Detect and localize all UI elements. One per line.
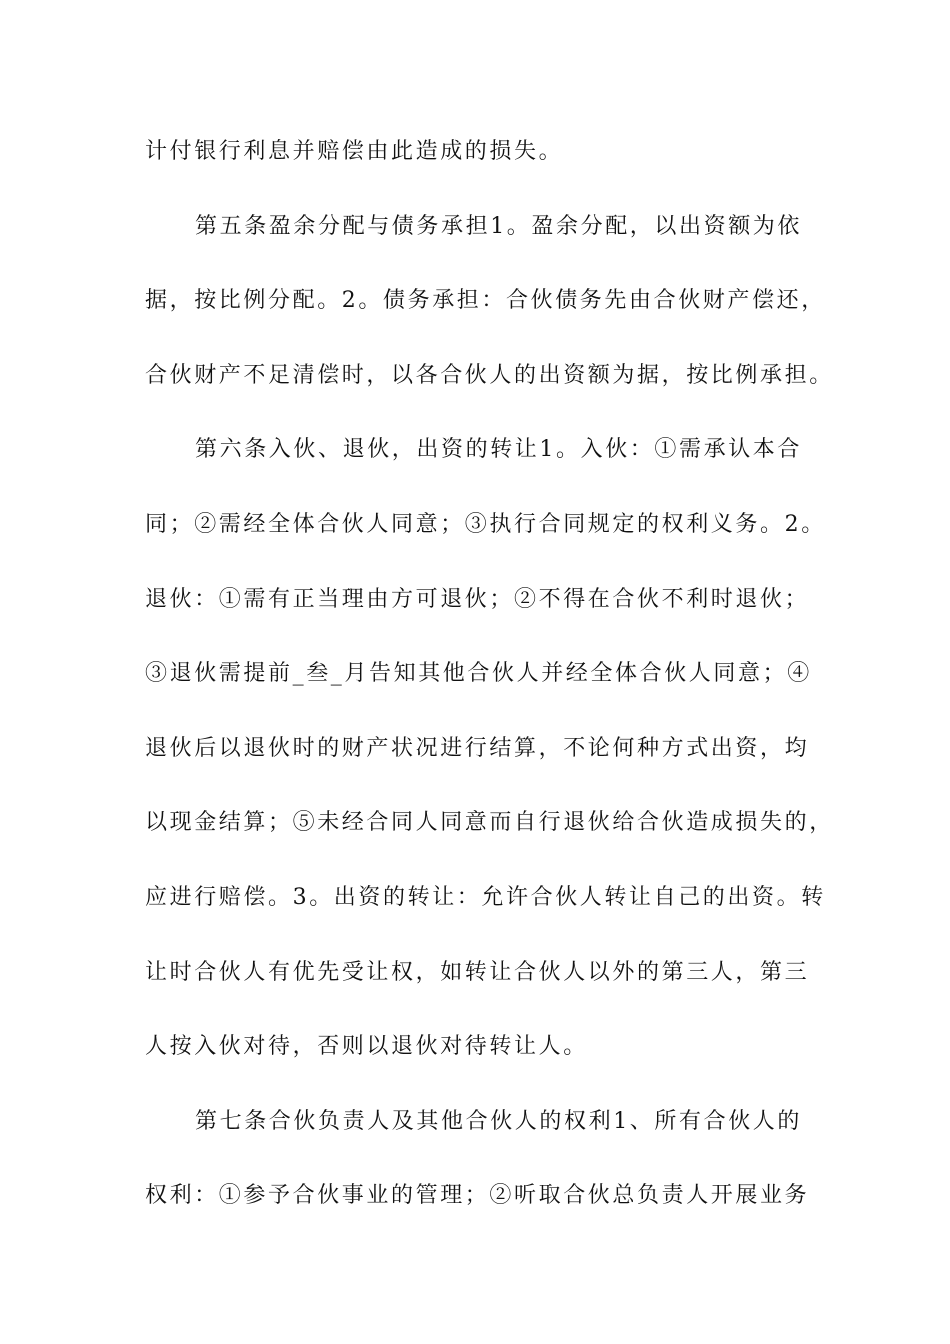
text-line-5: 第六条入伙、退伙，出资的转让1。入伙：①需承认本合 [195,437,802,463]
text-line-1: 计付银行利息并赔偿由此造成的损失。 [145,139,564,164]
text-line-12: 让时合伙人有优先受让权，如转让合伙人以外的第三人，第三 [145,959,810,985]
text-line-10: 以现金结算；⑤未经合同人同意而自行退伙给合伙造成损失的， [145,810,834,836]
text-line-13: 人按入伙对待，否则以退伙对待转让人。 [145,1034,588,1060]
document-body [145,126,834,1245]
text-line-6: 同；②需经全体合伙人同意；③执行合同规定的权利义务。2。 [145,511,826,537]
text-line-2: 第五条盈余分配与债务承担1。盈余分配，以出资额为依 [195,213,802,239]
text-line-8: ③退伙需提前_叁_月告知其他合伙人并经全体合伙人同意；④ [145,661,812,687]
text-line-7: 退伙：①需有正当理由方可退伙；②不得在合伙不利时退伙； [145,586,810,612]
text-line-4: 合伙财产不足清偿时，以各合伙人的出资额为据，按比例承担。 [145,362,834,388]
text-line-15: 权利：①参予合伙事业的管理；②听取合伙总负责人开展业务 [145,1183,810,1209]
text-line-9: 退伙后以退伙时的财产状况进行结算，不论何种方式出资，均 [145,735,810,761]
text-line-11: 应进行赔偿。3。出资的转让：允许合伙人转让自己的出资。转 [145,884,826,910]
text-line-14: 第七条合伙负责人及其他合伙人的权利1、所有合伙人的 [195,1108,802,1134]
text-line-3: 据，按比例分配。2。债务承担：合伙债务先由合伙财产偿还， [145,288,826,314]
